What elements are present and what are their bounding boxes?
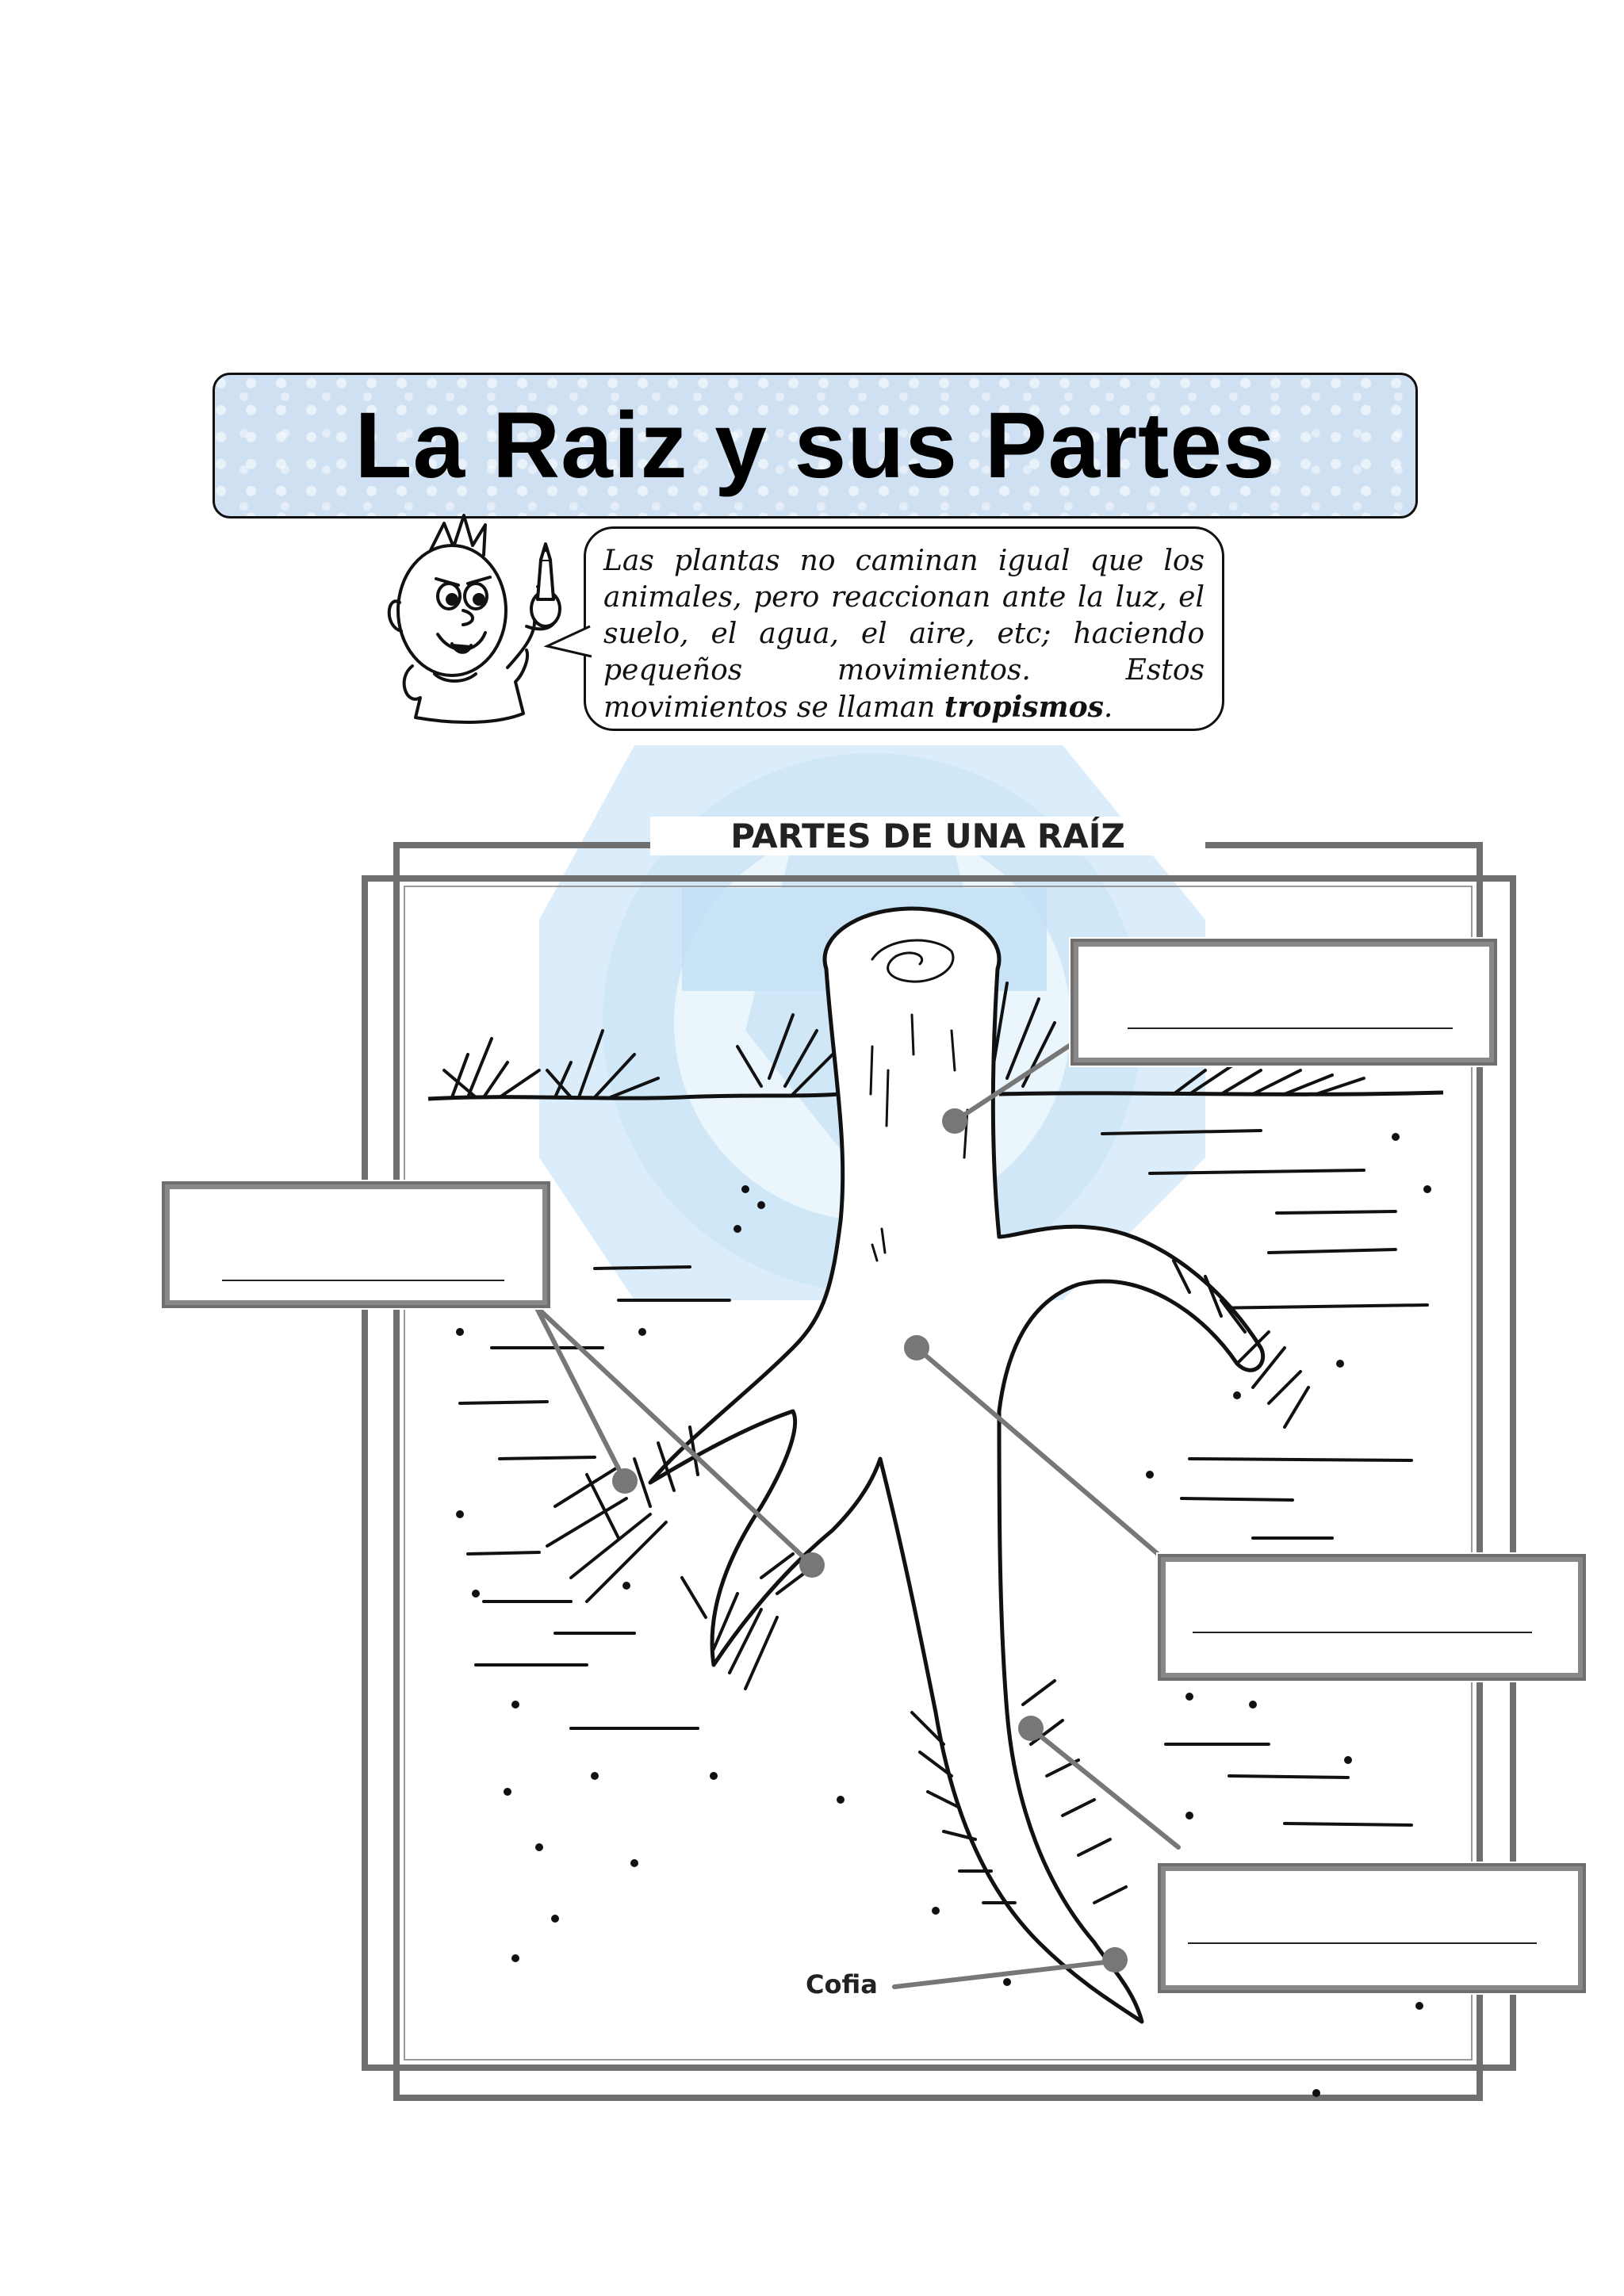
page-title: La Raiz y sus Partes [354,393,1276,498]
answer-line [222,1280,504,1281]
intro-bold-word: tropismos [944,691,1104,724]
answer-line [1193,1632,1532,1633]
cofia-label: Cofia [806,1969,878,1999]
intro-text: Las plantas no caminan igual que los animales, pero reaccionan ante la luz, el suelo, el agua, el aire, etc; haciendo pequeños movimientos. Estos movimientos se llaman [603,545,1205,724]
diagram-heading: PARTES DE UNA RAÍZ [650,817,1205,855]
label-box-stem[interactable] [1071,939,1497,1066]
answer-line [1128,1027,1453,1029]
label-box-secondary-roots[interactable] [162,1181,550,1308]
intro-text-end: . [1103,691,1113,724]
answer-line [1188,1942,1537,1944]
root-illustration [547,909,1308,2022]
label-box-main-root[interactable] [1158,1554,1586,1681]
label-box-root-hairs[interactable] [1158,1863,1586,1993]
